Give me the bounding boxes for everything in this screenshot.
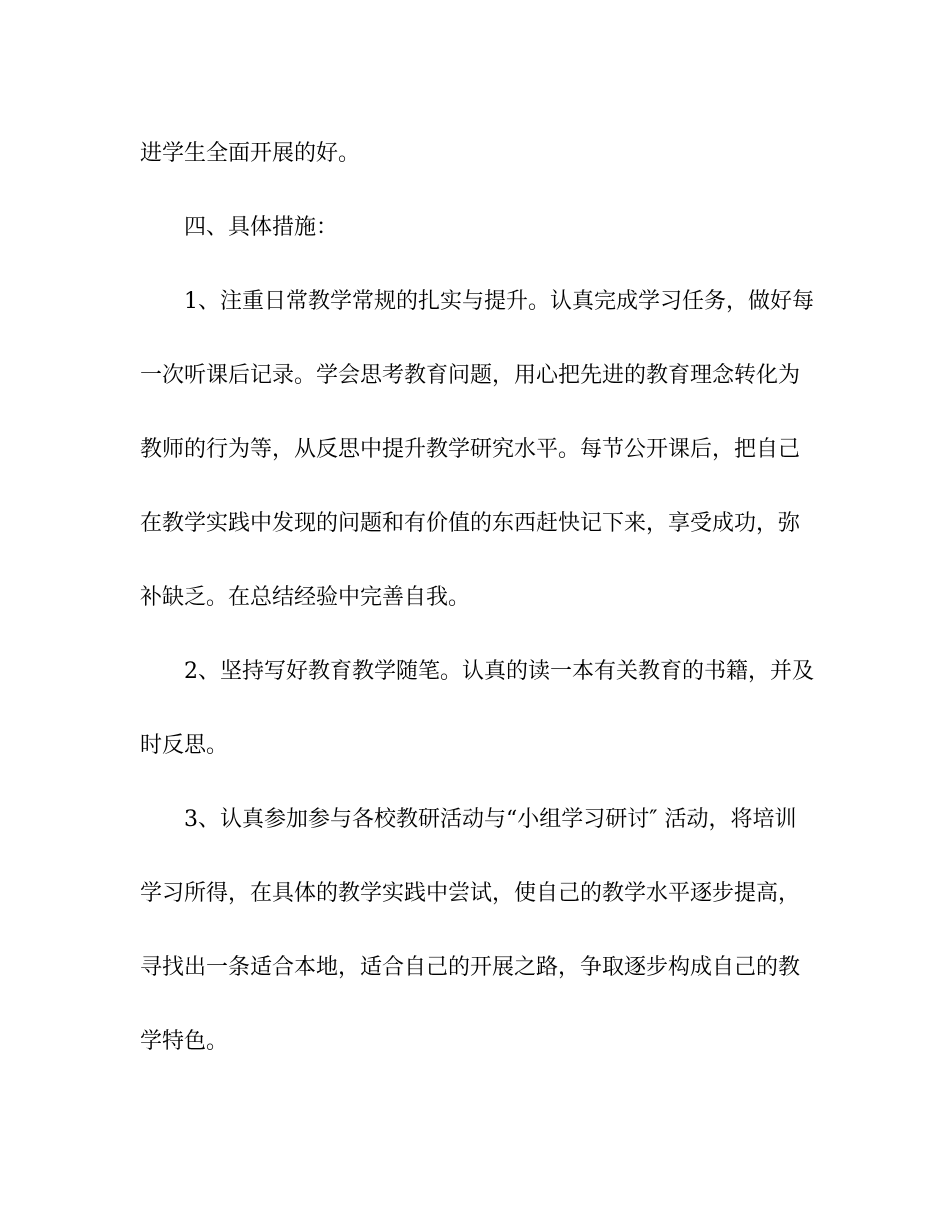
paragraph-1-line-5: 补缺乏。在总结经验中完善自我。 — [140, 585, 471, 610]
paragraph-1-line-2: 一次听课后记录。学会思考教育问题，用心把先进的教育理念转化为 — [140, 363, 801, 388]
paragraph-1-line-3: 教师的行为等，从反思中提升教学研究水平。每节公开课后，把自己 — [140, 437, 801, 462]
paragraph-3-line-1: 3、认真参加参与各校教研活动与“小组学习研讨″ 活动，将培训 — [184, 807, 797, 832]
paragraph-2-line-2: 时反思。 — [140, 733, 229, 758]
paragraph-2-line-1: 2、坚持写好教育教学随笔。认真的读一本有关教育的书籍，并及 — [184, 659, 814, 684]
paragraph-3-line-4: 学特色。 — [140, 1029, 229, 1054]
paragraph-3-line-2: 学习所得，在具体的教学实践中尝试，使自己的教学水平逐步提高， — [140, 881, 801, 906]
paragraph-1-line-1: 1、注重日常教学常规的扎实与提升。认真完成学习任务，做好每 — [184, 289, 814, 314]
paragraph-3-line-3: 寻找出一条适合本地，适合自己的开展之路，争取逐步构成自己的教 — [140, 955, 801, 980]
section-heading: 四、具体措施： — [184, 215, 339, 240]
paragraph-1-line-4: 在教学实践中发现的问题和有价值的东西赶快记下来，享受成功，弥 — [140, 511, 801, 536]
text-line: 进学生全面开展的好。 — [140, 141, 361, 166]
